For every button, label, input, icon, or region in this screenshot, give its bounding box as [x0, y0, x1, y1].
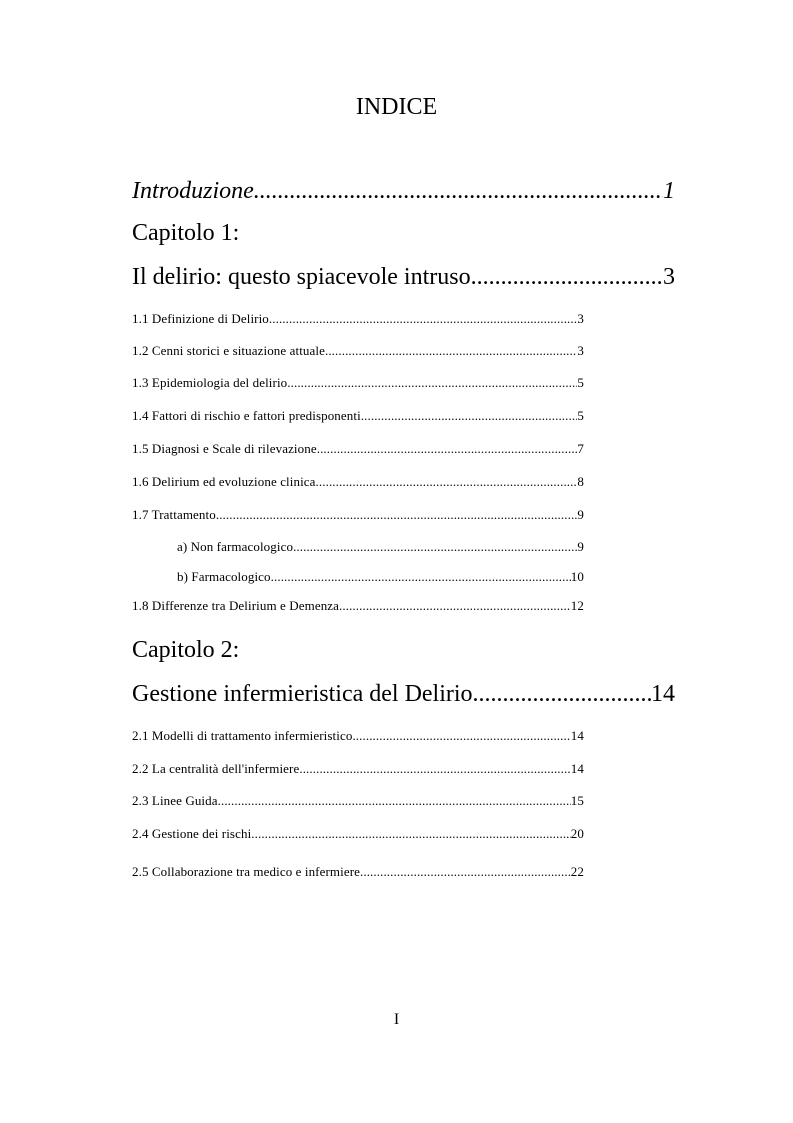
toc-leader — [471, 264, 663, 291]
page-title: INDICE — [355, 94, 438, 120]
toc-label: Introduzione — [132, 178, 254, 204]
toc-leader — [216, 507, 578, 523]
toc-leader — [360, 864, 571, 880]
toc-page: 20 — [570, 826, 584, 841]
toc-page: 3 — [577, 343, 584, 358]
toc-page: 5 — [577, 408, 584, 423]
toc-entry-1-7-b[interactable] — [177, 569, 584, 585]
toc-entry-1-1[interactable] — [132, 311, 584, 327]
toc-page: 22 — [570, 864, 584, 879]
toc-label: 1.7 Trattamento — [132, 507, 216, 522]
toc-leader — [299, 761, 570, 777]
toc-leader — [251, 826, 571, 842]
toc-entry-1-3[interactable] — [132, 375, 584, 391]
toc-entry-1-7-a[interactable] — [177, 539, 584, 555]
toc-label: 1.4 Fattori di rischio e fattori predisponenti — [132, 408, 361, 423]
toc-entry-2-1[interactable] — [132, 728, 584, 744]
toc-page: 1 — [663, 178, 675, 204]
toc-leader — [218, 793, 571, 809]
toc-leader — [269, 311, 577, 327]
toc-leader — [271, 569, 571, 585]
toc-entry-chapter-2[interactable] — [132, 681, 675, 708]
toc-leader — [361, 408, 578, 424]
toc-entry-2-4[interactable] — [132, 826, 584, 842]
toc-page: 8 — [577, 474, 584, 489]
toc-entry-2-2[interactable] — [132, 761, 584, 777]
toc-page: 12 — [570, 598, 584, 613]
toc-label: 2.4 Gestione dei rischi — [132, 826, 252, 841]
toc-label: 1.3 Epidemiologia del delirio — [132, 375, 288, 390]
toc-leader — [293, 539, 577, 555]
toc-leader — [316, 474, 578, 490]
toc-leader — [325, 343, 577, 359]
toc-entry-2-3[interactable] — [132, 793, 584, 809]
toc-page: 9 — [577, 539, 584, 554]
toc-page: 14 — [651, 681, 675, 707]
toc-leader — [339, 598, 571, 614]
toc-label: Gestione infermieristica del Delirio — [132, 681, 473, 707]
toc-page: 15 — [570, 793, 584, 808]
page-number: I — [393, 1011, 400, 1028]
toc-entry-1-8[interactable] — [132, 598, 584, 614]
toc-label: 1.6 Delirium ed evoluzione clinica — [132, 474, 316, 489]
toc-leader — [473, 681, 651, 708]
toc-page: 7 — [577, 441, 584, 456]
toc-label: 1.1 Definizione di Delirio — [132, 311, 269, 326]
toc-page: 10 — [570, 569, 584, 584]
chapter-2-heading: Capitolo 2: — [132, 637, 240, 663]
toc-label: 1.2 Cenni storici e situazione attuale — [132, 343, 325, 358]
toc-entry-1-2[interactable] — [132, 343, 584, 359]
toc-leader — [352, 728, 570, 744]
toc-entry-1-5[interactable] — [132, 441, 584, 457]
chapter-1-heading: Capitolo 1: — [132, 220, 240, 246]
toc-page: 9 — [577, 507, 584, 522]
toc-label: 1.8 Differenze tra Delirium e Demenza — [132, 598, 340, 613]
toc-label: 2.1 Modelli di trattamento infermieristico — [132, 728, 353, 743]
toc-page: 3 — [577, 311, 584, 326]
toc-label: 2.3 Linee Guida — [132, 793, 218, 808]
toc-label: b) Farmacologico — [177, 569, 271, 584]
toc-entry-introduction[interactable] — [132, 178, 675, 205]
toc-label: 1.5 Diagnosi e Scale di rilevazione — [132, 441, 317, 456]
toc-entry-1-6[interactable] — [132, 474, 584, 490]
toc-label: 2.2 La centralità dell'infermiere — [132, 761, 300, 776]
toc-label: 2.5 Collaborazione tra medico e infermiere — [132, 864, 360, 879]
toc-page: 14 — [570, 728, 584, 743]
toc-leader — [317, 441, 578, 457]
toc-leader — [287, 375, 577, 391]
toc-entry-1-4[interactable] — [132, 408, 584, 424]
toc-entry-2-5[interactable] — [132, 864, 584, 880]
toc-label: Il delirio: questo spiacevole intruso — [132, 264, 471, 290]
toc-page: 14 — [570, 761, 584, 776]
toc-page: 5 — [577, 375, 584, 390]
toc-entry-chapter-1[interactable] — [132, 264, 675, 291]
toc-label: a) Non farmacologico — [177, 539, 294, 554]
toc-leader — [254, 178, 663, 205]
toc-page: 3 — [663, 264, 675, 290]
toc-entry-1-7[interactable] — [132, 507, 584, 523]
